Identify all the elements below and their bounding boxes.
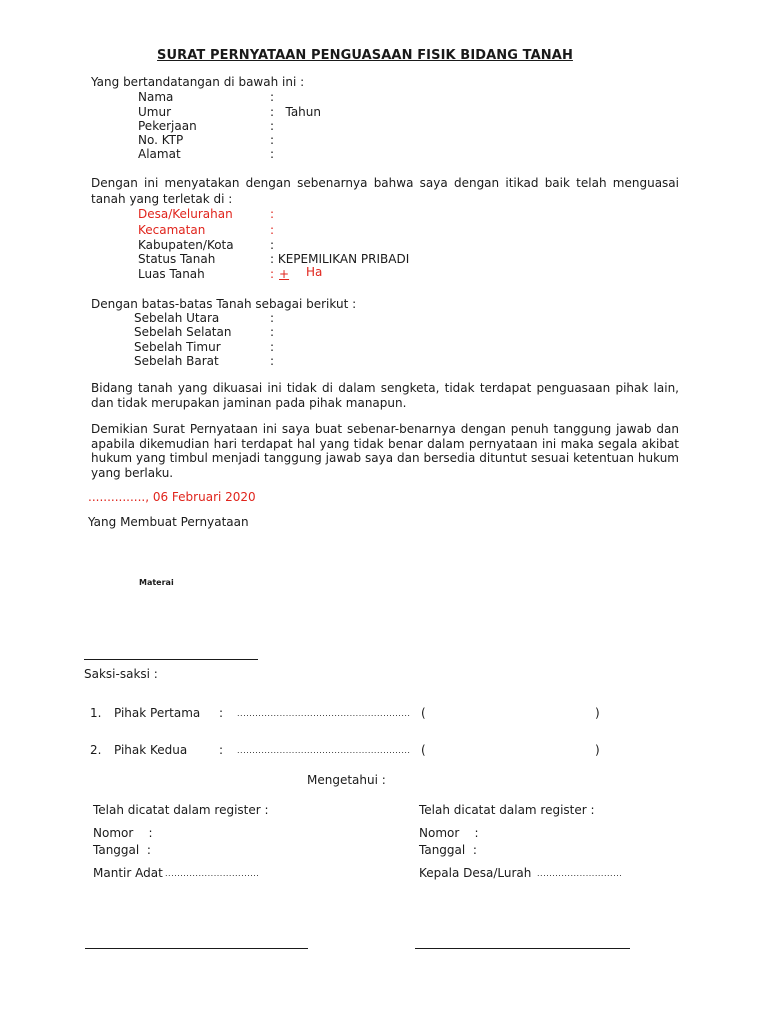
identity-label: No. KTP (138, 133, 184, 147)
identity-value: : (270, 133, 275, 147)
border-label: Sebelah Utara (134, 311, 220, 325)
witness-close-paren: ) (595, 743, 600, 757)
identity-value: : (270, 119, 275, 133)
border-value: : (270, 354, 275, 368)
location-label: Luas Tanah (138, 267, 205, 281)
identity-value: : (270, 90, 275, 104)
location-value: : KEPEMILIKAN PRIBADI (270, 252, 410, 266)
dispute-paragraph: Bidang tanah yang dikuasai ini tidak di dalam sengketa, tidak terdapat penguasaan pihak lain, dan tidak merupakan jaminan pada pihak manapun. (91, 381, 679, 410)
border-value: : (270, 340, 275, 354)
plus-minus-sign: + (279, 267, 290, 281)
register-nomor: Nomor : (419, 826, 479, 840)
witness-dots: ......................................................... (237, 709, 411, 718)
border-value: : (270, 325, 275, 339)
statement-paragraph: Dengan ini menyatakan dengan sebenarnya bahwa saya dengan itikad baik telah menguasai tanah yang terletak di : (91, 176, 679, 206)
witness-label: Pihak Kedua (114, 743, 188, 757)
location-label: Desa/Kelurahan (138, 207, 233, 221)
borders-intro: Dengan batas-batas Tanah sebagai berikut : (91, 297, 357, 311)
location-value: : (270, 207, 275, 221)
register-signer: Kepala Desa/Lurah (419, 866, 532, 880)
border-value: : (270, 311, 275, 325)
register-title: Telah dicatat dalam register : (93, 803, 269, 817)
register-signer-dots: ............................ (537, 869, 623, 878)
identity-value: : (270, 147, 275, 161)
witness-label: Pihak Pertama (114, 706, 201, 720)
witness-colon: : (219, 706, 224, 720)
identity-label: Alamat (138, 147, 181, 161)
witness-open-paren: ( (421, 706, 426, 720)
place-date: ..............., 06 Februari 2020 (88, 490, 256, 504)
register-nomor: Nomor : (93, 826, 153, 840)
register-title: Telah dicatat dalam register : (419, 803, 595, 817)
left-signature-line (85, 948, 308, 949)
register-signer-dots: ............................... (165, 869, 260, 878)
witnesses-label: Saksi-saksi : (84, 667, 158, 681)
register-signer: Mantir Adat (93, 866, 163, 880)
closing-paragraph: Demikian Surat Pernyataan ini saya buat sebenar-benarnya dengan penuh tanggung jawab dan apabila dikemudian hari terdapat hal yang tidak benar dalam pernyataan ini maka segala akibat hukum yang timbul menjadi tanggung jawab saya dan bersedia dituntut sesuai ketentuan hukum yang berlaku. (91, 422, 679, 480)
acknowledged-label: Mengetahui : (307, 773, 386, 787)
luas-unit: Ha (306, 265, 323, 279)
luas-colon: : (270, 267, 275, 281)
border-label: Sebelah Barat (134, 354, 219, 368)
document-title: SURAT PERNYATAAN PENGUASAAN FISIK BIDANG TANAH (157, 48, 573, 63)
witness-number: 2. (90, 743, 102, 757)
border-label: Sebelah Timur (134, 340, 221, 354)
location-value: : (270, 238, 275, 252)
materai-label: Materai (139, 578, 174, 587)
right-signature-line (415, 948, 630, 949)
witness-open-paren: ( (421, 743, 426, 757)
witness-close-paren: ) (595, 706, 600, 720)
location-label: Status Tanah (138, 252, 216, 266)
witness-colon: : (219, 743, 224, 757)
location-label: Kabupaten/Kota (138, 238, 234, 252)
maker-signature-line (84, 659, 258, 660)
border-label: Sebelah Selatan (134, 325, 232, 339)
identity-value: : Tahun (270, 105, 321, 119)
identity-label: Nama (138, 90, 174, 104)
witness-number: 1. (90, 706, 102, 720)
intro-text: Yang bertandatangan di bawah ini : (91, 75, 305, 89)
register-tanggal: Tanggal : (419, 843, 477, 857)
witness-dots: ......................................................... (237, 746, 411, 755)
identity-label: Pekerjaan (138, 119, 197, 133)
register-tanggal: Tanggal : (93, 843, 151, 857)
location-label: Kecamatan (138, 223, 206, 237)
maker-label: Yang Membuat Pernyataan (88, 515, 249, 529)
location-value: : (270, 223, 275, 237)
identity-label: Umur (138, 105, 172, 119)
